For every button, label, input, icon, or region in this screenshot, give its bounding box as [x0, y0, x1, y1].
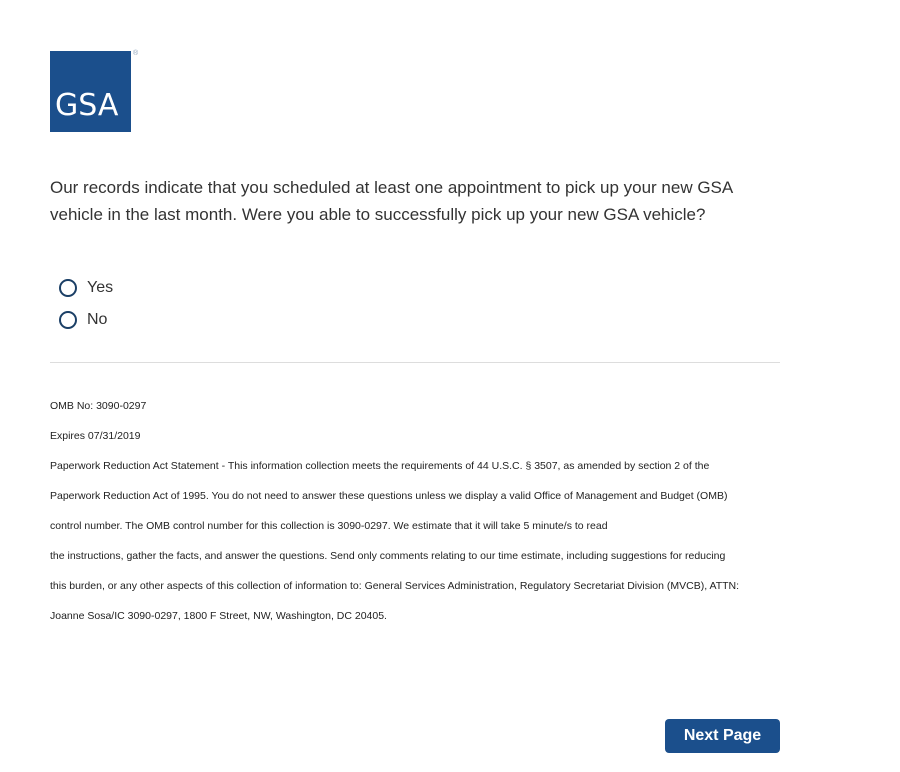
omb-number: OMB No: 3090-0297	[50, 400, 147, 412]
option-yes-label: Yes	[87, 279, 114, 296]
registered-mark: ®	[133, 50, 139, 57]
paperwork-line: control number. The OMB control number for this collection is 3090-0297. We estimate that it will take 5 minute/s to read	[50, 520, 608, 532]
option-no[interactable]	[59, 311, 107, 329]
divider	[50, 362, 780, 363]
paperwork-line: this burden, or any other aspects of this collection of information to: General Services Administration, Regulatory Secretariat Division (MVCB), ATTN:	[50, 580, 740, 592]
survey-question: Our records indicate that you scheduled at least one appointment to pick up your new GSA vehicle in the last month. Were you able to successfully pick up your new GSA vehicle?	[50, 178, 733, 224]
radio-yes[interactable]	[59, 279, 77, 297]
radio-no[interactable]	[59, 311, 77, 329]
logo-text: GSA	[55, 88, 119, 123]
paperwork-line: Joanne Sosa/IC 3090-0297, 1800 F Street, NW, Washington, DC 20405.	[50, 610, 387, 622]
paperwork-line: the instructions, gather the facts, and answer the questions. Send only comments relating to our time estimate, including suggestions for reducing	[50, 550, 726, 562]
gsa-logo	[50, 51, 131, 132]
expiration-date: Expires 07/31/2019	[50, 430, 141, 442]
option-yes[interactable]	[59, 279, 113, 297]
option-no-label: No	[87, 311, 108, 328]
paperwork-line: Paperwork Reduction Act Statement - This information collection meets the requirements of 44 U.S.C. § 3507, as amended by section 2 of the	[50, 460, 710, 472]
next-page-button[interactable]: Next Page	[665, 719, 780, 753]
paperwork-line: Paperwork Reduction Act of 1995. You do not need to answer these questions unless we display a valid Office of Management and Budget (OMB)	[50, 490, 728, 502]
